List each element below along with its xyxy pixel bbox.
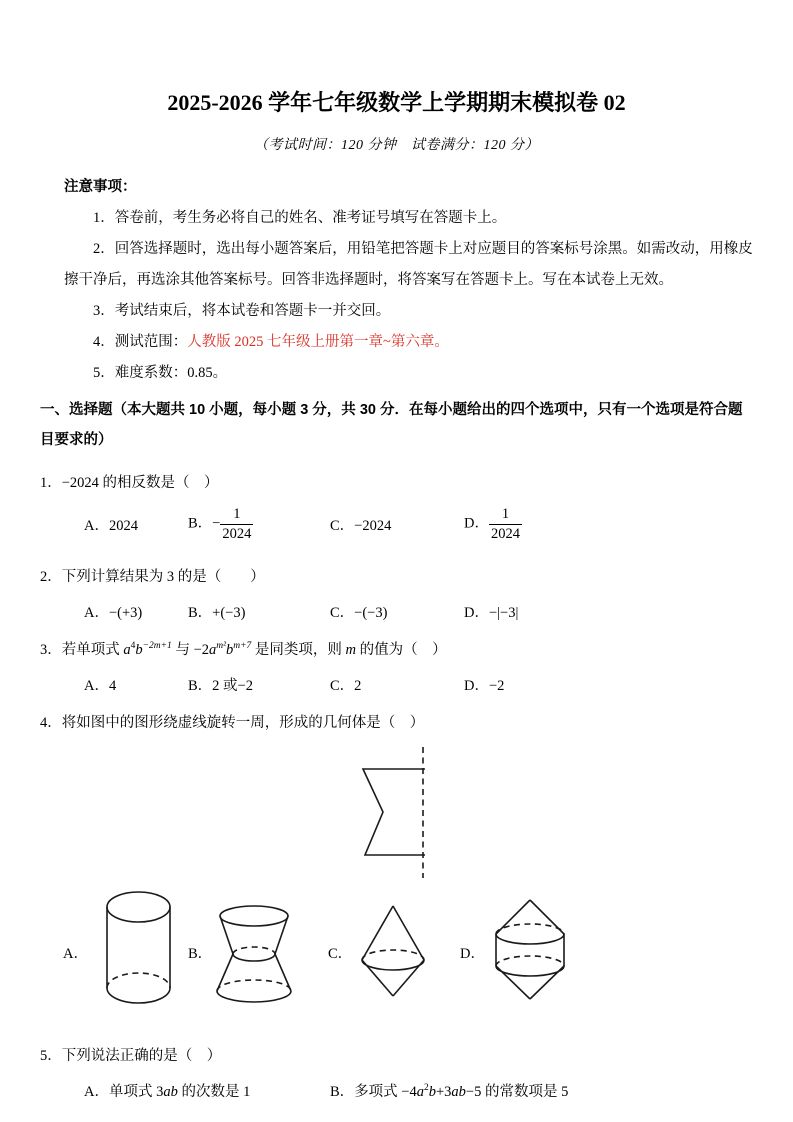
option-c [330,514,464,535]
monomial [156,1084,178,1100]
math-var: ab [451,1084,466,1100]
hourglass-bottom-front [217,991,291,1002]
question-4-figure-options [40,884,753,1036]
option-c-label: C． [328,946,353,962]
hourglass-figure [216,890,296,1008]
bottom-rim-front [496,966,564,976]
stem-text: 与 [175,642,190,658]
cylinder-bottom-front [107,988,170,1003]
option-d: D．−|−3| [464,605,519,621]
option-a: A．−(+3) [84,605,143,621]
notice-heading: 注意事项： [64,179,137,195]
question-5 [40,1044,753,1101]
math-var: ab [163,1084,178,1100]
monomial-2 [194,642,252,658]
fraction-denominator: 2024 [222,525,252,542]
question-2-options [40,601,753,622]
notice-item-4-label: 4．测试范围： [93,334,188,350]
question-4 [40,711,753,1036]
option-d [464,506,753,542]
option-b: B．+(−3) [188,605,246,621]
fraction-numerator: 1 [489,506,522,525]
math-var: a [209,642,217,658]
question-1-options [40,499,753,549]
question-4-stem: 4．将如图中的图形绕虚线旋转一周，形成的几何体是（ ） [40,715,425,731]
math-term: −5 [465,1084,482,1100]
option-d-label: D． [464,515,489,532]
math-var: a [123,642,131,658]
top-rim-front [496,934,564,944]
question-1 [40,471,753,549]
math-term: +3 [435,1084,452,1100]
option-b-label: B． [188,946,213,962]
hourglass-waist-front [233,954,275,961]
math-exponent: m+7 [233,641,252,652]
notice-item-4-range: 人教版 2025 七年级上册第一章~第六章。 [187,334,449,350]
notice-section [64,172,753,389]
page-title: 2025-2026 学年七年级数学上学期期末模拟卷 02 [167,90,626,115]
stem-text: 的值为（ ） [359,642,447,658]
option-a-label: A． [63,946,88,962]
option-a: A．4 [84,678,117,694]
option-b-text-post: 的常数项是 5 [484,1084,569,1100]
question-2-stem: 2．下列计算结果为 3 的是（ ） [40,569,265,585]
monomial-1 [123,642,171,658]
option-b [188,506,330,542]
hourglass-top [220,906,288,926]
stem-text: 3．若单项式 [40,642,120,658]
option-d: D．−2 [464,678,505,694]
math-coefficient: 3 [156,1084,164,1100]
question-3-stem [40,638,753,662]
option-b-label: B． [188,515,213,532]
section-1-heading: 一、选择题（本大题共 10 小题，每小题 3 分，共 30 分．在每小题给出的四个选项中，只有一个选项是符合题目要求的） [40,402,743,448]
notice-item-4 [64,327,753,358]
polynomial [401,1084,481,1100]
math-exponent: −2m+1 [142,641,172,652]
option-d-label: D． [460,946,485,962]
bottom-rim-back [496,956,564,966]
math-exponent: m² [216,641,226,652]
option-d-fraction [489,506,522,542]
question-2 [40,565,753,622]
math-var: b [225,642,234,658]
option-a-text: 2024 [108,517,138,534]
math-exponent: 2 [423,1083,429,1094]
option-c: C．−(−3) [330,605,388,621]
math-coefficient: −4 [401,1084,417,1100]
cylinder-figure [100,884,180,1026]
question-3 [40,638,753,695]
cylinder-top [107,892,170,922]
option-c-text: −2024 [354,517,392,534]
question-3-options [40,674,753,695]
notice-item-3: 3．考试结束后，将本试卷和答题卡一并交回。 [93,303,391,319]
option-a [84,1080,330,1101]
option-b [330,1080,753,1101]
question-1-stem: 1．−2024 的相反数是（ ） [40,475,219,491]
fraction-numerator: 1 [220,506,253,525]
stem-text: 是同类项，则 [254,642,342,658]
bicone-equator-back [362,950,424,960]
bicone-equator-front [362,960,424,970]
math-coefficient: −2 [193,642,209,658]
option-b-text: B．多项式 [330,1084,398,1100]
top-rim-back [496,924,564,934]
option-a-label: A． [84,517,109,534]
notice-item-1: 1．答卷前，考生务必将自己的姓名、准考证号填写在答题卡上。 [93,210,507,226]
question-5-stem: 5．下列说法正确的是（ ） [40,1048,222,1064]
notched-flag-shape [363,769,425,855]
notice-item-5: 5．难度系数：0.85。 [93,365,228,381]
option-b-sign: − [212,515,221,532]
exam-subtitle: （考试时间：120 分钟 试卷满分：120 分） [254,138,539,153]
option-b-fraction [220,506,253,542]
bicone-figure [358,894,428,1004]
math-var-m: m [345,642,356,658]
math-var: b [428,1084,436,1100]
cylinder-bottom-back [107,973,170,988]
question-5-options [40,1080,753,1101]
hourglass-waist-back [233,947,275,954]
notice-item-2: 2．回答选择题时，选出每小题答案后，用铅笔把答题卡上对应题目的答案标号涂黑。如需改动，用橡皮擦干净后，再选涂其他答案标号。回答非选择题时，将答案写在答题卡上。写在本试卷上无效。 [64,241,753,288]
math-var: a [416,1084,424,1100]
option-a-text: A．单项式 [84,1084,153,1100]
option-c-label: C． [330,517,355,534]
math-var: b [135,642,143,658]
hourglass-bottom-back [217,980,291,991]
option-b: B．2 或−2 [188,678,253,694]
option-c: C．2 [330,678,362,694]
option-a [84,514,188,535]
math-exponent: 4 [130,641,136,652]
fraction-denominator: 2024 [490,525,520,542]
option-a-text-post: 的次数是 1 [181,1084,251,1100]
rotation-figure [340,745,440,880]
cone-cylinder-cone-figure [494,888,566,1003]
